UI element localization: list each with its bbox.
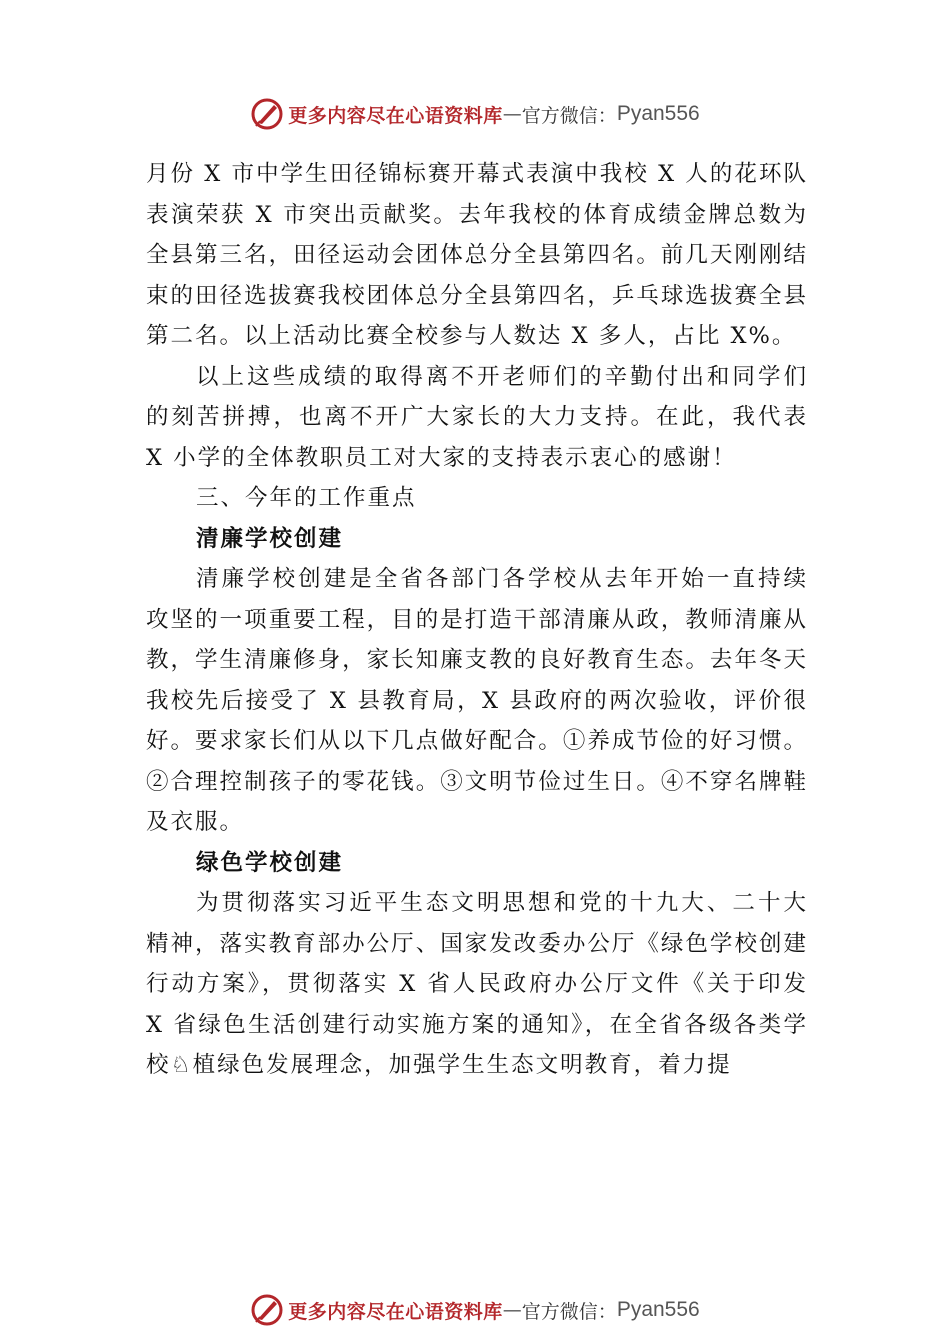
banner-wechat-id: Pyan556 bbox=[616, 102, 700, 125]
footer-banner-wechat-id: Pyan556 bbox=[616, 1298, 700, 1321]
banner-wechat-label: 官方微信： bbox=[521, 104, 617, 127]
quill-logo-icon bbox=[250, 97, 284, 131]
paragraph-sports-results: 月份 X 市中学生田径锦标赛开幕式表演中我校 X 人的花环队表演荣获 X 市突出贡献奖。去年我校的体育成绩金牌总数为全县第三名，田径运动会团体总分全县第四名。前几天刚刚结束的田径选拔赛我校团体总分全县第四名，乒乓球选拔赛全县第二名。以上活动比赛全校参与人数达 X 多人，占比 X%。 bbox=[146, 161, 808, 349]
header-banner bbox=[0, 94, 950, 134]
footer-banner bbox=[0, 1290, 950, 1330]
subheading-clean-school: 清廉学校创建 bbox=[196, 525, 344, 552]
document-body bbox=[146, 154, 808, 1086]
paragraph-clean-school: 清廉学校创建是全省各部门各学校从去年开始一直持续攻坚的一项重要工程，目的是打造干部清廉从政，教师清廉从教，学生清廉修身，家长知廉支教的良好教育生态。去年冬天我校先后接受了 X 县教育局，X 县政府的两次验收，评价很好。要求家长们从以下几点做好配合。①养成节俭的好习惯。②合理控制孩子的零花钱。③文明节俭过生日。④不穿名牌鞋及衣服。 bbox=[146, 566, 808, 835]
quill-logo-icon bbox=[250, 1293, 284, 1327]
section-heading-work-focus: 三、今年的工作重点 bbox=[196, 485, 417, 511]
paragraph-green-school: 为贯彻落实习近平生态文明思想和党的十九大、二十大精神，落实教育部办公厅、国家发改委办公厅《绿色学校创建行动方案》，贯彻落实 X 省人民政府办公厅文件《关于印发 X 省绿色生活创建行动实施方案的通知》，在全省各级各类学校♘植绿色发展理念，加强学生生态文明教育，着力提 bbox=[146, 890, 808, 1078]
footer-banner-wechat-label: 官方微信： bbox=[521, 1300, 617, 1323]
footer-banner-dash: — bbox=[502, 1299, 522, 1321]
subheading-green-school: 绿色学校创建 bbox=[196, 849, 344, 876]
banner-title: 更多内容尽在心语资料库 bbox=[288, 104, 503, 127]
footer-banner-title: 更多内容尽在心语资料库 bbox=[288, 1300, 503, 1323]
banner-dash: — bbox=[502, 103, 522, 125]
paragraph-thanks: 以上这些成绩的取得离不开老师们的辛勤付出和同学们的刻苦拼搏，也离不开广大家长的大力支持。在此，我代表 X 小学的全体教职员工对大家的支持表示衷心的感谢！ bbox=[146, 363, 808, 471]
